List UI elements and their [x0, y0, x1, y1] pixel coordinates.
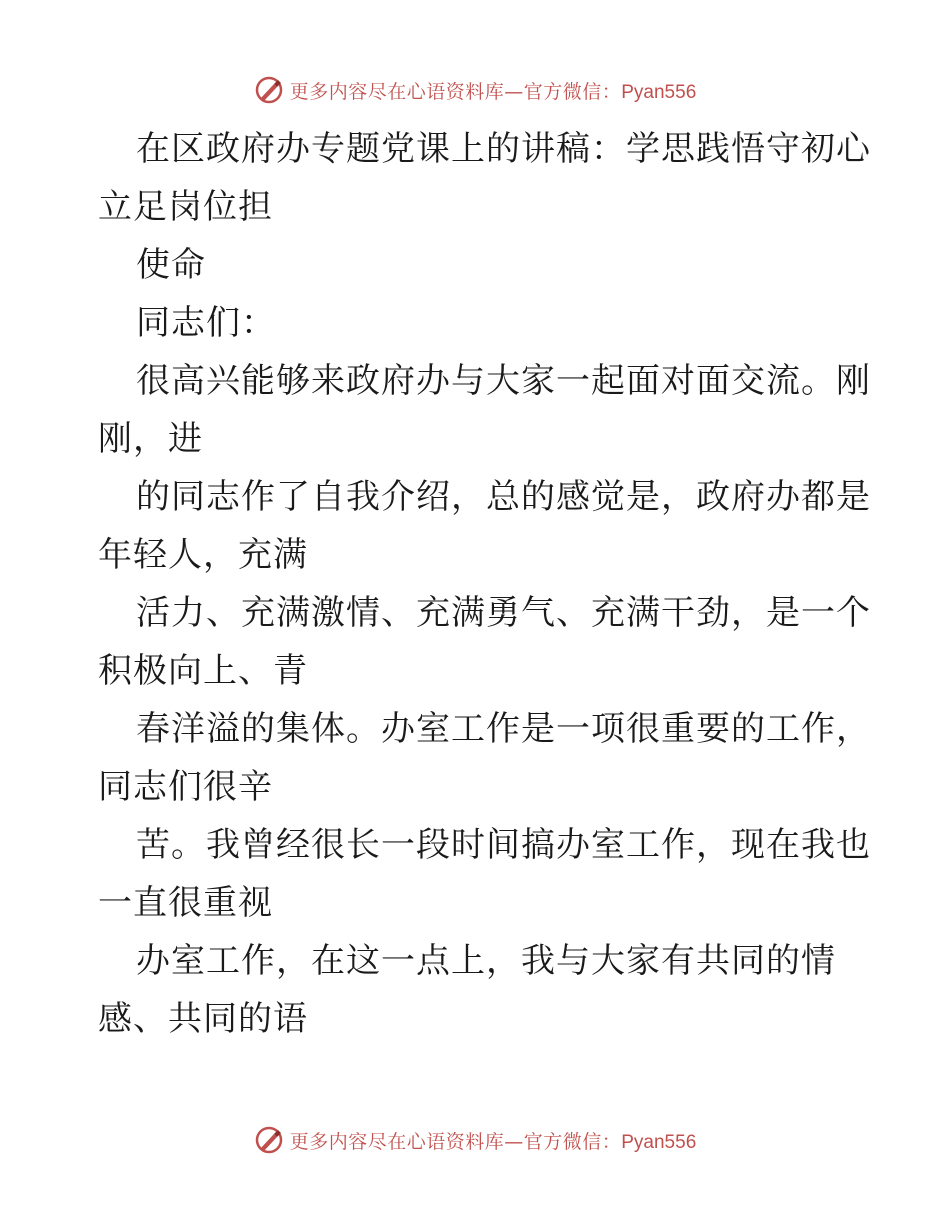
footer-banner: [0, 1120, 950, 1160]
paragraph-line: 办室工作，在这一点上，我与大家有共同的情: [136, 941, 836, 981]
paragraph-line: 刚，进: [98, 419, 203, 459]
paragraph-line: 春洋溢的集体。办室工作是一项很重要的工作，: [136, 709, 871, 749]
footer-banner-brand: Pyan556: [621, 1131, 697, 1153]
header-banner: [0, 70, 950, 110]
paragraph-line: 活力、充满激情、充满勇气、充满干劲，是一个: [136, 593, 871, 633]
paragraph-line: 一直很重视: [98, 883, 273, 923]
paragraph-line: 的同志作了自我介绍，总的感觉是，政府办都是: [136, 477, 871, 517]
pen-circle-icon: [254, 75, 284, 105]
paragraph-line: 很高兴能够来政府办与大家一起面对面交流。刚: [136, 361, 871, 401]
salutation: 同志们：: [136, 303, 276, 343]
document-body: [98, 120, 871, 1048]
paragraph-line: 苦。我曾经很长一段时间搞办室工作，现在我也: [136, 825, 871, 865]
footer-banner-text: 更多内容尽在心语资料库—官方微信：Pyan556: [289, 1130, 697, 1153]
paragraph-line: 积极向上、青: [98, 651, 308, 691]
header-banner-brand: Pyan556: [621, 81, 697, 103]
pen-circle-icon: [254, 1125, 284, 1155]
title-line-1: 在区政府办专题党课上的讲稿：学思践悟守初心: [136, 129, 871, 169]
header-banner-text: 更多内容尽在心语资料库—官方微信：Pyan556: [289, 80, 697, 103]
paragraph-line: 感、共同的语: [98, 999, 308, 1039]
paragraph-line: 同志们很辛: [98, 767, 273, 807]
paragraph-line: 年轻人，充满: [98, 535, 308, 575]
title-line-3: 使命: [136, 245, 206, 285]
title-line-2: 立足岗位担: [98, 187, 273, 227]
